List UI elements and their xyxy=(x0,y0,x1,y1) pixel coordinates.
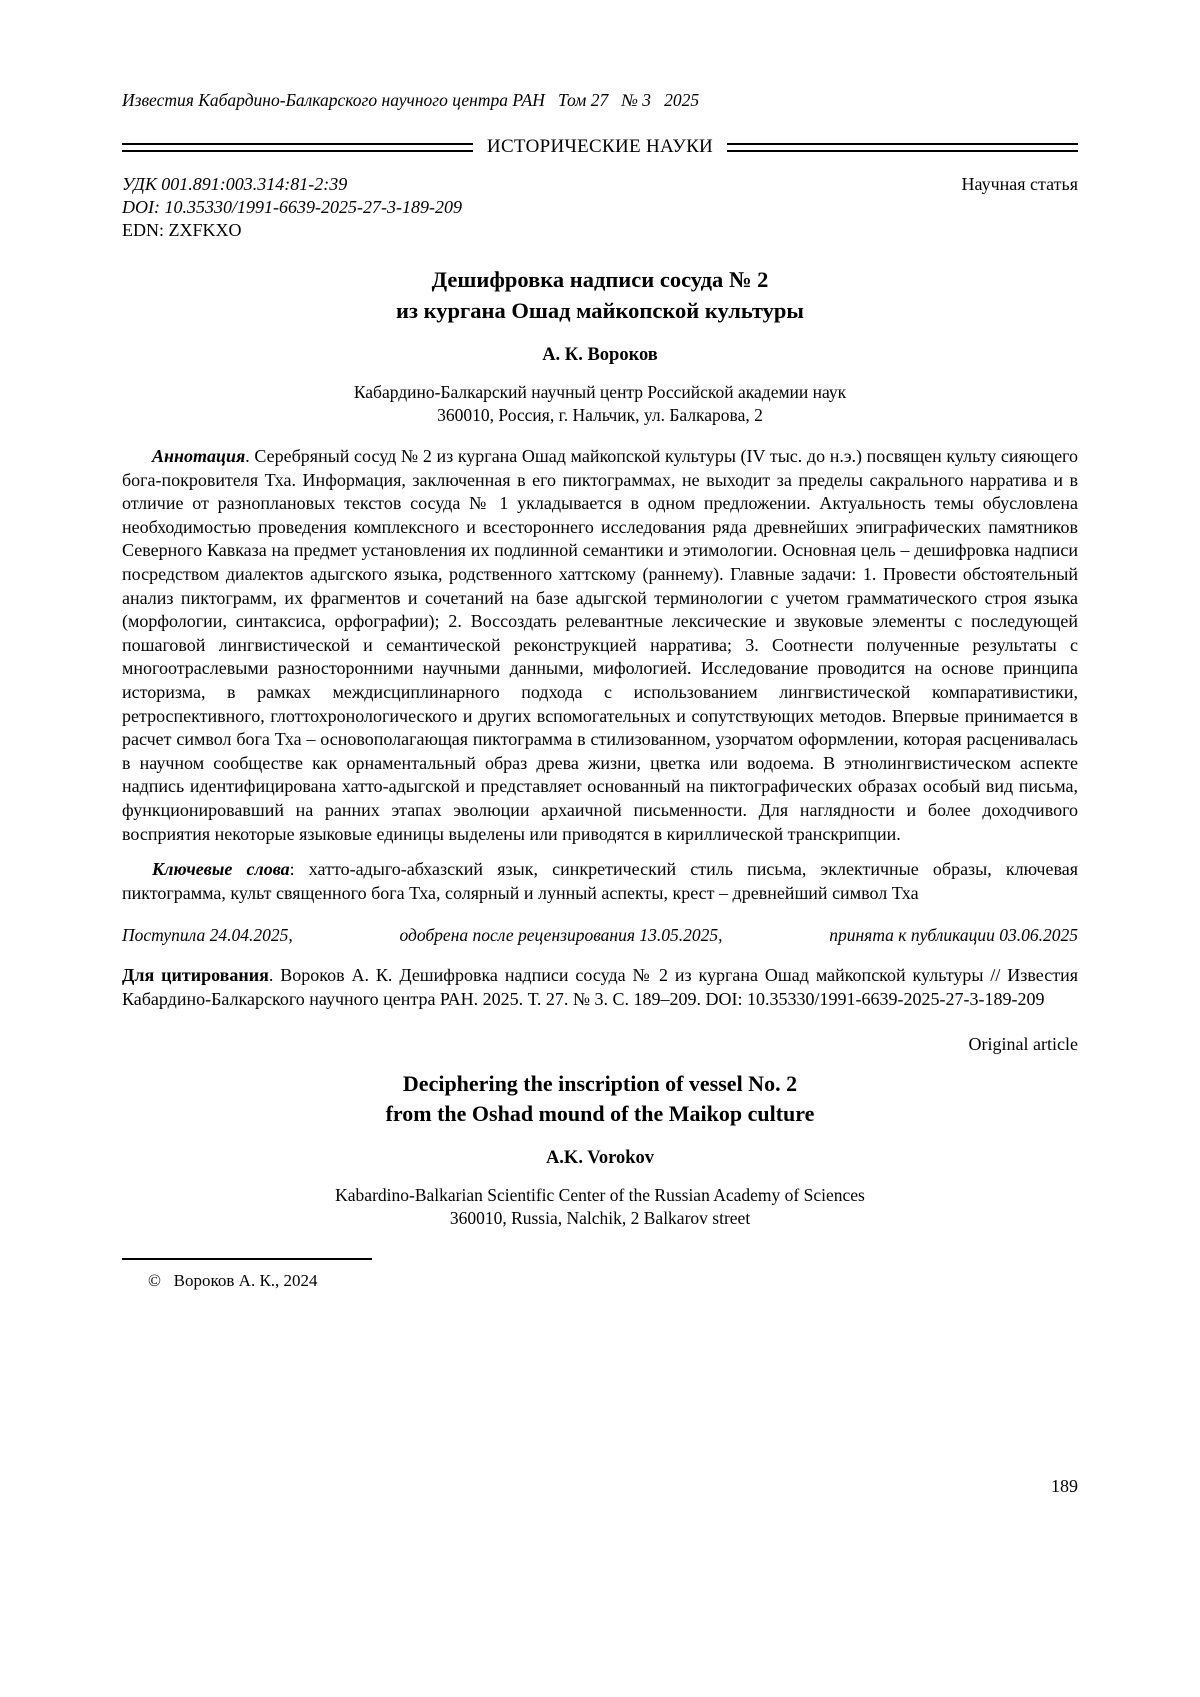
keywords-label: Ключевые слова xyxy=(152,859,290,880)
article-title-en xyxy=(122,1069,1078,1129)
accepted-date: принята к публикации 03.06.2025 xyxy=(829,925,1078,946)
article-title-ru-line2: из кургана Ошад майкопской культуры xyxy=(396,298,804,323)
section-heading xyxy=(122,136,1078,158)
double-rule-right xyxy=(727,143,1078,152)
footnote-separator xyxy=(122,1258,372,1260)
keywords-paragraph xyxy=(122,858,1078,905)
affiliation-ru-line1: Кабардино-Балкарский научный центр Российской академии наук xyxy=(353,382,847,402)
article-title-en-line1: Deciphering the inscription of vessel No. 2 xyxy=(402,1071,798,1097)
author-name-ru: А. К. Вороков xyxy=(542,345,658,365)
copyright-line: © Вороков А. К., 2024 xyxy=(148,1271,318,1291)
udc-number: УДК 001.891:003.314:81-2:39 xyxy=(122,174,348,194)
approved-date: одобрена после рецензирования 13.05.2025, xyxy=(399,925,723,946)
affiliation-ru-line2: 360010, Россия, г. Нальчик, ул. Балкарова, 2 xyxy=(437,405,763,425)
article-type-label-ru: Научная статья xyxy=(961,174,1078,194)
article-title-ru-line1: Дешифровка надписи сосуда № 2 xyxy=(431,267,769,292)
section-title: ИСТОРИЧЕСКИЕ НАУКИ xyxy=(486,136,714,157)
footnote-block xyxy=(122,1258,1078,1292)
received-date: Поступила 24.04.2025, xyxy=(122,925,293,946)
edn-line: EDN: ZXFKXO xyxy=(122,220,242,240)
doi-line: DOI: 10.35330/1991-6639-2025-27-3-189-209 xyxy=(122,197,462,217)
abstract-paragraph xyxy=(122,445,1078,846)
double-rule-left xyxy=(122,143,473,152)
abstract-label: Аннотация xyxy=(152,446,246,466)
article-title-en-line2: from the Oshad mound of the Maikop culture xyxy=(385,1101,815,1127)
affiliation-en-line2: 360010, Russia, Nalchik, 2 Balkarov street xyxy=(449,1208,751,1229)
page-number: 189 xyxy=(1051,1476,1078,1496)
dates-line xyxy=(122,925,1078,946)
affiliation-en-line1: Kabardino-Balkarian Scientific Center of the Russian Academy of Sciences xyxy=(335,1185,865,1206)
citation-label: Для цитирования xyxy=(122,965,269,986)
author-name-en: A.K. Vorokov xyxy=(545,1148,655,1169)
article-type-label-en: Original article xyxy=(968,1034,1078,1055)
meta-row xyxy=(122,173,1078,196)
journal-header: Известия Кабардино-Балкарского научного центра РАН Том 27 № 3 2025 xyxy=(122,90,700,110)
affiliation-ru xyxy=(122,381,1078,427)
citation-text: . Вороков А. К. Дешифровка надписи сосуда № 2 из кургана Ошад майкопской культуры // Известия Кабардино-Балкарского научного центра РАН. 2025. Т. 27. № 3. С. 189–209. DOI: 10.35330/1991-6639-2025-27-3-189-209 xyxy=(122,965,1078,1009)
article-title-ru xyxy=(122,264,1078,326)
keywords-text: : хатто-адыго-абхазский язык, синкретический стиль письма, эклектичные образы, ключевая пиктограмма, культ священного бога Тха, солярный и лунный аспекты, крест – древнейший символ Тха xyxy=(122,859,1078,903)
affiliation-en xyxy=(122,1184,1078,1230)
abstract-text: . Серебряный сосуд № 2 из кургана Ошад майкопской культуры (IV тыс. до н.э.) посвящен культу сияющего бога-покровителя Тха. Информация, заключенная в его пиктограммах, не выходит за пределы сакрального нарратива и в отличие от разноплановых текстов сосуда № 1 укладывается в одном предложении. Актуальность темы обусловлена необходимостью проведения комплексного и всестороннего исследования ряда древнейших эпиграфических памятников Северного Кавказа на предмет установления их подлинной семантики и этимологии. Основная цель – дешифровка надписи посредством диалектов адыгского языка, родственного хаттскому (раннему). Главные задачи: 1. Провести обстоятельный анализ пиктограмм, их фрагментов и сочетаний на базе адыгской терминологии с учетом грамматического строя языка (морфологии, синтаксиса, орфографии); 2. Воссоздать релевантные лексические и звуковые элементы с последующей пошаговой лингвистической и семантической реконструкцией нарратива; 3. Соотнести полученные результаты с многоотраслевыми разносторонними научными данными, мифологией. Исследование проводится на основе принципа историзма, в рамках междисциплинарного подхода с использованием лингвистической компаративистики, ретроспективного, глоттохронологического и других вспомогательных и сопутствующих методов. Впервые принимается в расчет символ бога Тха – основополагающая пиктограмма в стилизованном, узорчатом оформлении, которая расценивалась в научном сообществе как орнаментальный образ древа жизни, цветка или водоема. В этнолингвистическом аспекте надпись идентифицирована хатто-адыгской и представляет основанный на пиктографических образах особый вид письма, функционировавший на ранних этапах эволюции архаичной письменности. Для наглядности и более доходчивого восприятия некоторые языковые единицы выделены или приводятся в кириллической транскрипции. xyxy=(122,446,1078,844)
citation-paragraph xyxy=(122,964,1078,1011)
